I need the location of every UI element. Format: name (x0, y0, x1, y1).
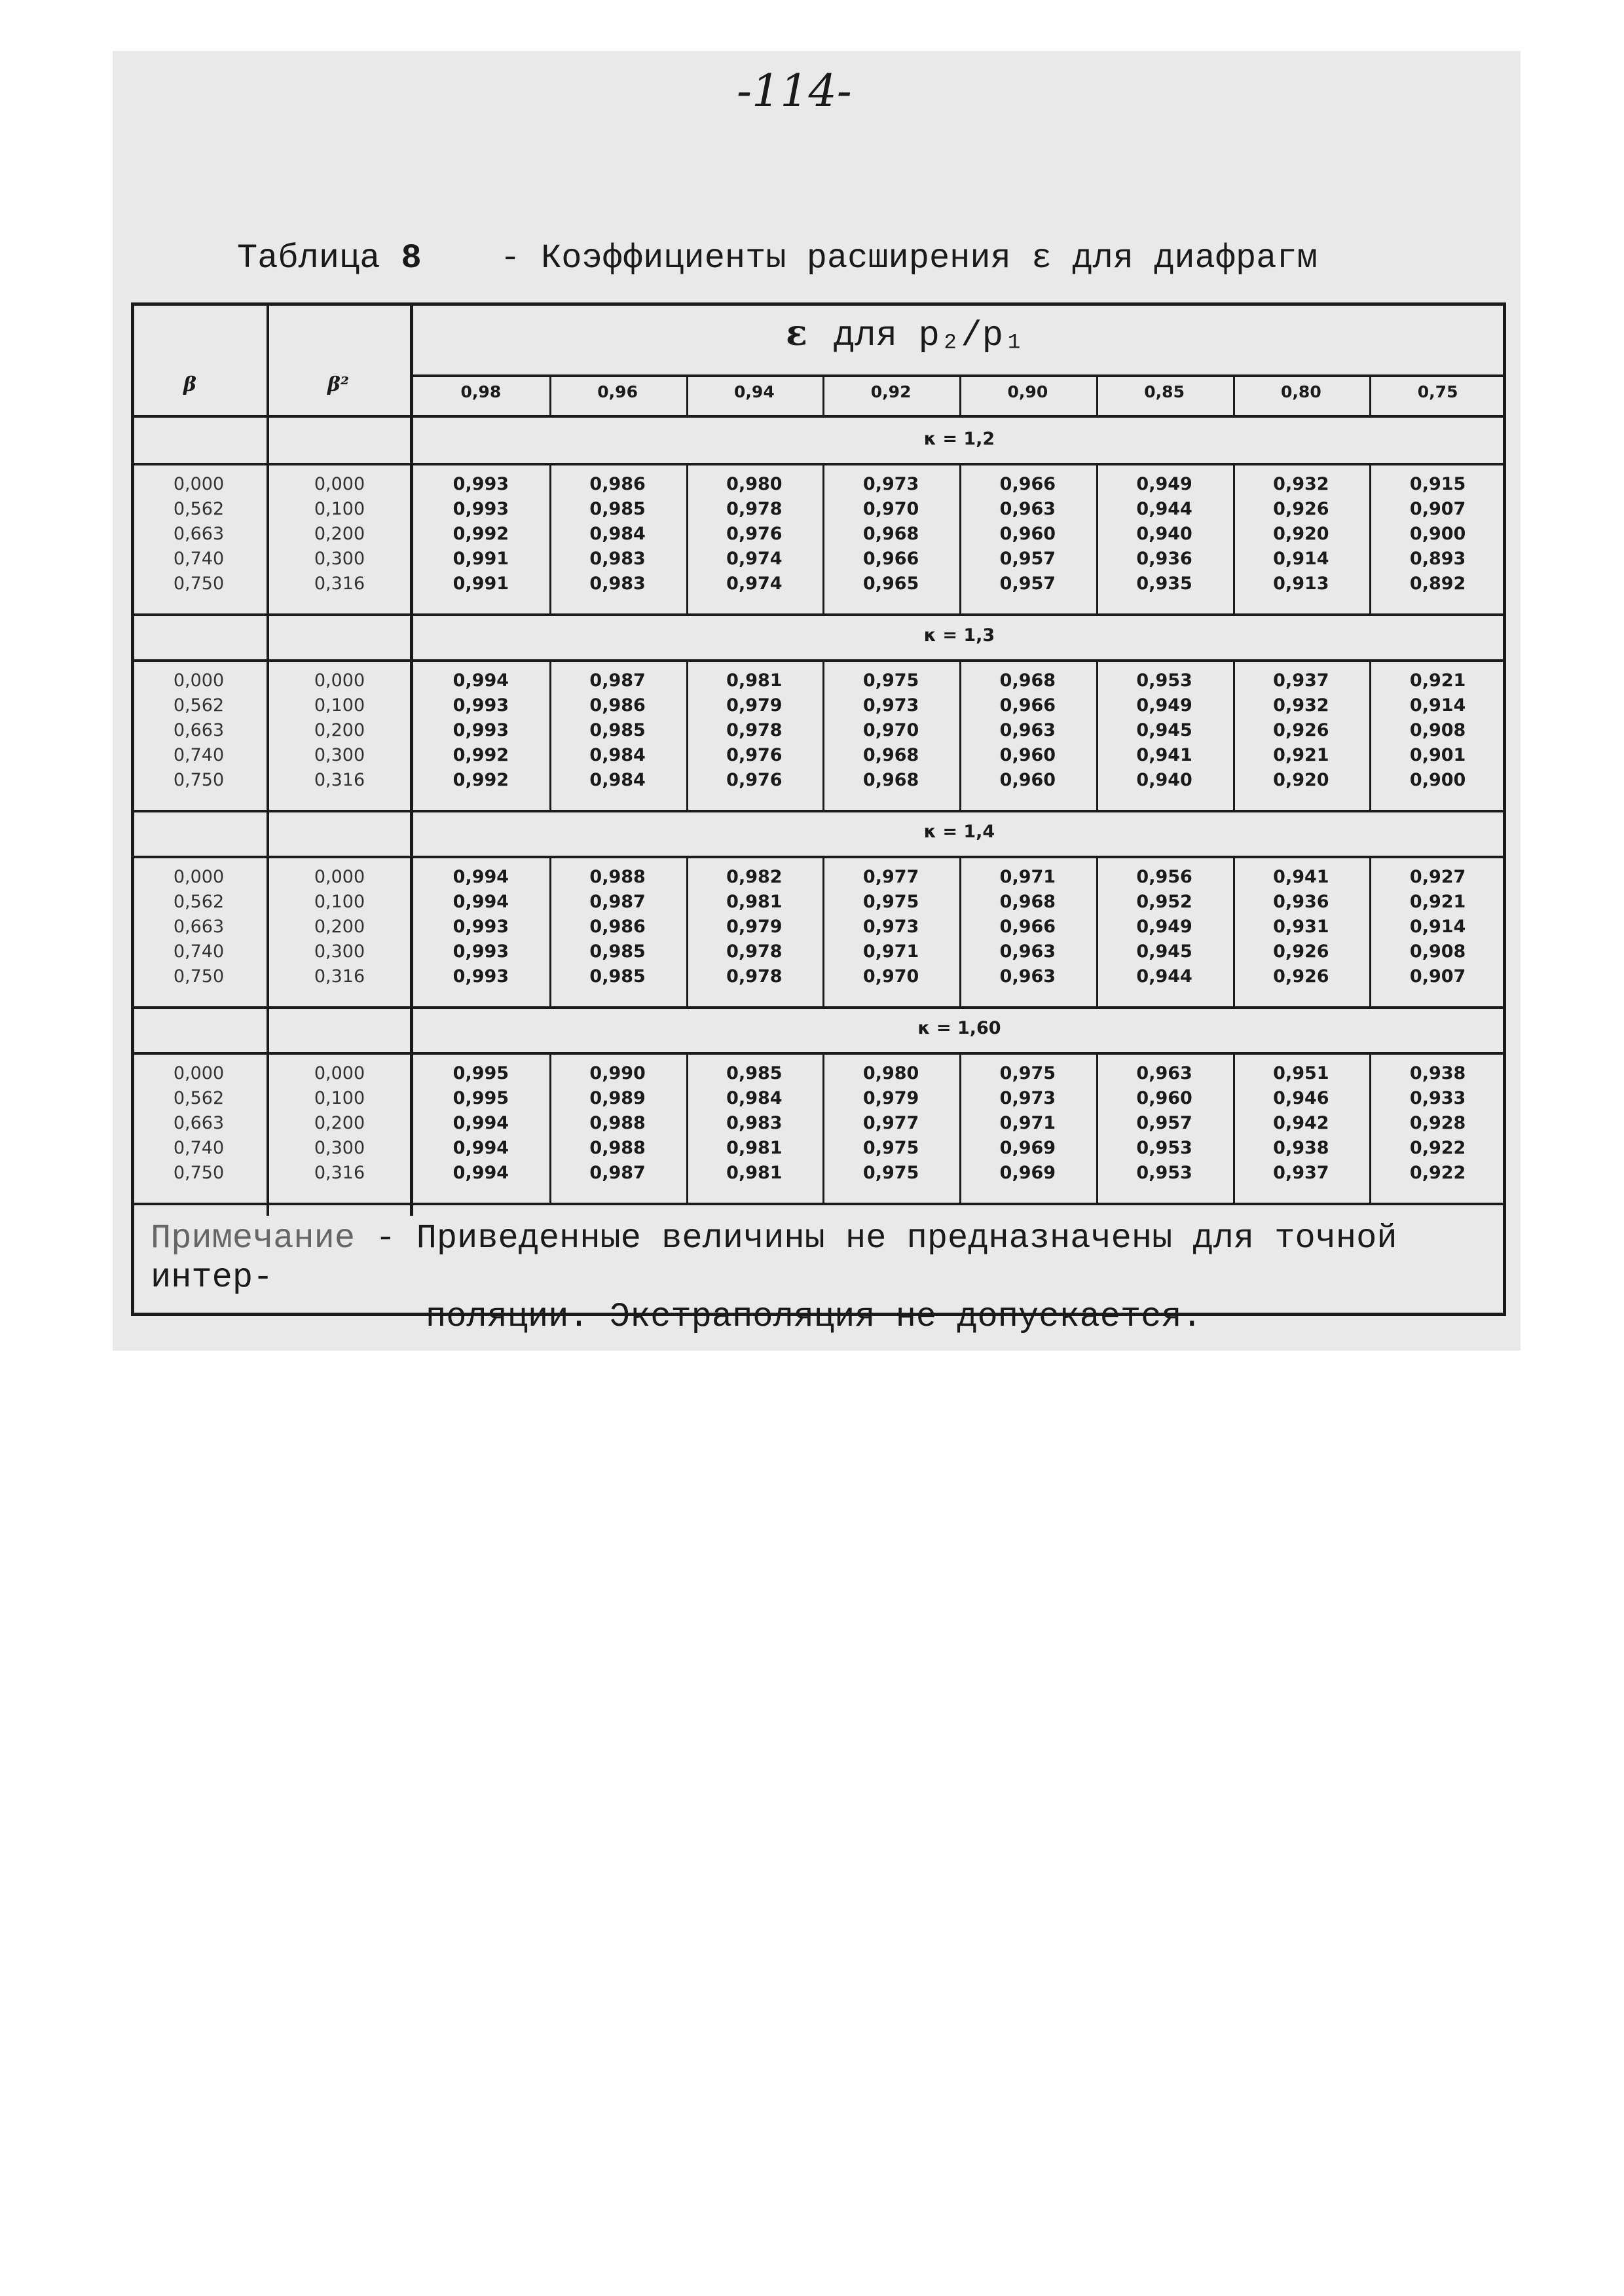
caption-label: Таблица (237, 239, 380, 278)
value-cell: 0,900 (1409, 770, 1466, 790)
value-cell: 0,974 (726, 549, 783, 569)
value-cell: 0,981 (726, 1163, 783, 1183)
value-cell: 0,985 (589, 966, 646, 987)
value-cell: 0,978 (726, 499, 783, 519)
beta-cell: 0,562 (173, 892, 225, 912)
beta-cell: 0,663 (173, 1113, 225, 1133)
beta-cell: 0,740 (173, 1138, 225, 1158)
note-label: Примечание (151, 1219, 356, 1258)
value-cell: 0,992 (452, 745, 509, 765)
kappa-label: κ = 1,2 (923, 429, 995, 449)
value-cell: 0,975 (999, 1063, 1056, 1084)
beta-cell: 0,663 (173, 917, 225, 937)
value-cell: 0,988 (589, 867, 646, 887)
beta-squared-cell: 0,300 (314, 941, 365, 962)
value-cell: 0,960 (999, 770, 1056, 790)
beta-squared-cell: 0,300 (314, 1138, 365, 1158)
beta-cell: 0,740 (173, 549, 225, 569)
ratio-header: 0,98 (460, 382, 502, 401)
value-cell: 0,995 (452, 1063, 509, 1084)
value-cell: 0,945 (1136, 941, 1192, 962)
value-cell: 0,986 (589, 695, 646, 716)
value-cell: 0,994 (452, 867, 509, 887)
value-cell: 0,979 (726, 695, 783, 716)
value-cell: 0,977 (862, 1113, 919, 1133)
value-cell: 0,936 (1273, 892, 1329, 912)
value-cell: 0,920 (1273, 524, 1329, 544)
value-cell: 0,978 (726, 941, 783, 962)
value-cell: 0,989 (589, 1088, 646, 1108)
beta-squared-cell: 0,200 (314, 917, 365, 937)
value-cell: 0,969 (999, 1138, 1056, 1158)
value-cell: 0,963 (999, 499, 1056, 519)
value-cell: 0,982 (726, 867, 783, 887)
value-cell: 0,942 (1273, 1113, 1329, 1133)
value-cell: 0,957 (999, 549, 1056, 569)
value-cell: 0,963 (1136, 1063, 1192, 1084)
value-cell: 0,978 (726, 966, 783, 987)
beta-cell: 0,562 (173, 695, 225, 716)
beta-squared-cell: 0,000 (314, 474, 365, 494)
value-cell: 0,993 (452, 695, 509, 716)
value-cell: 0,945 (1136, 720, 1192, 740)
beta-cell: 0,740 (173, 745, 225, 765)
value-cell: 0,893 (1409, 549, 1466, 569)
value-cell: 0,952 (1136, 892, 1192, 912)
beta-squared-cell: 0,000 (314, 670, 365, 691)
beta-squared-cell: 0,100 (314, 1088, 365, 1108)
caption-number: 8 (401, 239, 422, 278)
value-cell: 0,984 (589, 524, 646, 544)
value-cell: 0,957 (1136, 1113, 1192, 1133)
value-cell: 0,963 (999, 720, 1056, 740)
beta-squared-cell: 0,100 (314, 499, 365, 519)
table-body-bottom-rule (131, 1203, 1506, 1205)
value-cell: 0,960 (999, 524, 1056, 544)
value-cell: 0,975 (862, 892, 919, 912)
value-cell: 0,922 (1409, 1163, 1466, 1183)
value-cell: 0,971 (999, 1113, 1056, 1133)
value-cell: 0,991 (452, 574, 509, 594)
kappa-label: κ = 1,3 (923, 625, 995, 646)
beta-squared-cell: 0,200 (314, 720, 365, 740)
value-cell: 0,935 (1136, 574, 1192, 594)
value-cell: 0,973 (862, 695, 919, 716)
value-cell: 0,926 (1273, 941, 1329, 962)
table-note (151, 1219, 1493, 1337)
value-cell: 0,988 (589, 1113, 646, 1133)
value-cell: 0,914 (1409, 917, 1466, 937)
value-cell: 0,994 (452, 1138, 509, 1158)
value-cell: 0,913 (1273, 574, 1329, 594)
value-cell: 0,892 (1409, 574, 1466, 594)
value-cell: 0,980 (726, 474, 783, 494)
value-cell: 0,966 (999, 474, 1056, 494)
value-cell: 0,914 (1409, 695, 1466, 716)
kappa-rule (131, 463, 1506, 465)
value-cell: 0,953 (1136, 1138, 1192, 1158)
beta-squared-cell: 0,100 (314, 892, 365, 912)
delta-symbol: ε (786, 312, 807, 354)
value-cell: 0,995 (452, 1088, 509, 1108)
value-cell: 0,938 (1409, 1063, 1466, 1084)
value-cell: 0,987 (589, 670, 646, 691)
value-cell: 0,985 (589, 720, 646, 740)
value-cell: 0,981 (726, 1138, 783, 1158)
table-caption (237, 239, 1318, 278)
value-cell: 0,993 (452, 966, 509, 987)
value-cell: 0,922 (1409, 1138, 1466, 1158)
block-bottom-rule (131, 810, 1506, 812)
value-cell: 0,940 (1136, 524, 1192, 544)
value-cell: 0,914 (1273, 549, 1329, 569)
beta-cell: 0,750 (173, 966, 225, 987)
beta-cell: 0,750 (173, 574, 225, 594)
value-cell: 0,949 (1136, 917, 1192, 937)
value-cell: 0,957 (999, 574, 1056, 594)
value-cell: 0,973 (862, 474, 919, 494)
value-cell: 0,926 (1273, 966, 1329, 987)
value-cell: 0,928 (1409, 1113, 1466, 1133)
value-cell: 0,992 (452, 770, 509, 790)
value-cell: 0,900 (1409, 524, 1466, 544)
value-cell: 0,979 (862, 1088, 919, 1108)
value-cell: 0,983 (589, 549, 646, 569)
value-cell: 0,937 (1273, 670, 1329, 691)
value-cell: 0,976 (726, 770, 783, 790)
value-cell: 0,901 (1409, 745, 1466, 765)
value-cell: 0,953 (1136, 1163, 1192, 1183)
value-cell: 0,975 (862, 1163, 919, 1183)
value-cell: 0,931 (1273, 917, 1329, 937)
value-cell: 0,968 (862, 770, 919, 790)
value-cell: 0,976 (726, 745, 783, 765)
value-cell: 0,953 (1136, 670, 1192, 691)
value-cell: 0,937 (1273, 1163, 1329, 1183)
value-cell: 0,985 (589, 941, 646, 962)
block-bottom-rule (131, 613, 1506, 616)
value-cell: 0,990 (589, 1063, 646, 1084)
beta-cell: 0,663 (173, 720, 225, 740)
value-cell: 0,907 (1409, 966, 1466, 987)
value-cell: 0,979 (726, 917, 783, 937)
ratio-header: 0,96 (597, 382, 638, 401)
value-cell: 0,970 (862, 499, 919, 519)
beta-header: β (183, 373, 196, 396)
value-cell: 0,932 (1273, 695, 1329, 716)
value-cell: 0,944 (1136, 499, 1192, 519)
value-cell: 0,926 (1273, 720, 1329, 740)
value-cell: 0,994 (452, 1113, 509, 1133)
value-cell: 0,941 (1273, 867, 1329, 887)
beta-cell: 0,562 (173, 499, 225, 519)
value-cell: 0,976 (726, 524, 783, 544)
beta-squared-cell: 0,300 (314, 549, 365, 569)
beta-squared-cell: 0,316 (314, 966, 365, 987)
kappa-label: κ = 1,60 (917, 1018, 1001, 1038)
delta-header (786, 312, 1024, 356)
kappa-label: κ = 1,4 (923, 822, 995, 842)
value-cell: 0,960 (999, 745, 1056, 765)
page-number: -114- (737, 65, 852, 117)
value-cell: 0,977 (862, 867, 919, 887)
value-cell: 0,907 (1409, 499, 1466, 519)
value-cell: 0,983 (726, 1113, 783, 1133)
value-cell: 0,970 (862, 966, 919, 987)
value-cell: 0,994 (452, 892, 509, 912)
value-cell: 0,975 (862, 1138, 919, 1158)
beta-cell: 0,562 (173, 1088, 225, 1108)
kappa-rule (131, 659, 1506, 662)
value-cell: 0,946 (1273, 1088, 1329, 1108)
value-cell: 0,993 (452, 499, 509, 519)
value-cell: 0,993 (452, 917, 509, 937)
note-line-1: - Приведенные величины не предназначены для точной интер- (151, 1219, 1397, 1297)
ratio-header: 0,85 (1144, 382, 1185, 401)
value-cell: 0,963 (999, 966, 1056, 987)
value-cell: 0,973 (862, 917, 919, 937)
value-cell: 0,971 (999, 867, 1056, 887)
value-cell: 0,940 (1136, 770, 1192, 790)
value-cell: 0,985 (726, 1063, 783, 1084)
value-cell: 0,938 (1273, 1138, 1329, 1158)
value-cell: 0,984 (589, 770, 646, 790)
beta-squared-cell: 0,200 (314, 524, 365, 544)
value-cell: 0,936 (1136, 549, 1192, 569)
value-cell: 0,944 (1136, 966, 1192, 987)
beta-squared-cell: 0,316 (314, 770, 365, 790)
header-bottom-rule (131, 415, 1506, 418)
ratio-header: 0,80 (1281, 382, 1321, 401)
value-cell: 0,968 (862, 745, 919, 765)
beta-squared-cell: 0,100 (314, 695, 365, 716)
caption-title: - Коэффициенты расширения ε для диафрагм (500, 239, 1318, 278)
value-cell: 0,993 (452, 941, 509, 962)
value-cell: 0,915 (1409, 474, 1466, 494)
beta-cell: 0,740 (173, 941, 225, 962)
value-cell: 0,975 (862, 670, 919, 691)
value-cell: 0,978 (726, 720, 783, 740)
block-bottom-rule (131, 1006, 1506, 1009)
value-cell: 0,981 (726, 670, 783, 691)
value-cell: 0,927 (1409, 867, 1466, 887)
value-cell: 0,966 (862, 549, 919, 569)
value-cell: 0,986 (589, 474, 646, 494)
kappa-rule (131, 856, 1506, 858)
kappa-rule (131, 1052, 1506, 1055)
beta-squared-cell: 0,000 (314, 1063, 365, 1084)
value-cell: 0,987 (589, 892, 646, 912)
value-cell: 0,968 (862, 524, 919, 544)
value-cell: 0,921 (1409, 892, 1466, 912)
ratio-header: 0,94 (734, 382, 775, 401)
value-cell: 0,908 (1409, 720, 1466, 740)
value-cell: 0,971 (862, 941, 919, 962)
value-cell: 0,941 (1136, 745, 1192, 765)
value-cell: 0,968 (999, 892, 1056, 912)
beta-cell: 0,750 (173, 770, 225, 790)
value-cell: 0,993 (452, 474, 509, 494)
value-cell: 0,974 (726, 574, 783, 594)
value-cell: 0,920 (1273, 770, 1329, 790)
value-cell: 0,981 (726, 892, 783, 912)
value-cell: 0,932 (1273, 474, 1329, 494)
value-cell: 0,933 (1409, 1088, 1466, 1108)
beta-cell: 0,000 (173, 670, 225, 691)
value-cell: 0,968 (999, 670, 1056, 691)
value-cell: 0,991 (452, 549, 509, 569)
value-cell: 0,992 (452, 524, 509, 544)
value-cell: 0,985 (589, 499, 646, 519)
beta-squared-cell: 0,200 (314, 1113, 365, 1133)
ratio-header: 0,92 (870, 382, 912, 401)
value-cell: 0,994 (452, 670, 509, 691)
value-cell: 0,908 (1409, 941, 1466, 962)
delta-header-label: для p₂/p₁ (833, 316, 1025, 356)
value-cell: 0,988 (589, 1138, 646, 1158)
value-cell: 0,980 (862, 1063, 919, 1084)
value-cell: 0,994 (452, 1163, 509, 1183)
beta-cell: 0,000 (173, 1063, 225, 1084)
value-cell: 0,966 (999, 695, 1056, 716)
value-cell: 0,984 (589, 745, 646, 765)
ratio-header: 0,75 (1417, 382, 1458, 401)
beta-squared-cell: 0,316 (314, 1163, 365, 1183)
value-cell: 0,986 (589, 917, 646, 937)
coefficients-table (131, 302, 1506, 1336)
beta-squared-cell: 0,000 (314, 867, 365, 887)
value-cell: 0,987 (589, 1163, 646, 1183)
value-cell: 0,921 (1273, 745, 1329, 765)
beta-squared-cell: 0,316 (314, 574, 365, 594)
value-cell: 0,983 (589, 574, 646, 594)
beta-cell: 0,750 (173, 1163, 225, 1183)
value-cell: 0,949 (1136, 474, 1192, 494)
value-cell: 0,973 (999, 1088, 1056, 1108)
ratio-header: 0,90 (1007, 382, 1048, 401)
beta-squared-header: β² (327, 373, 350, 396)
value-cell: 0,949 (1136, 695, 1192, 716)
beta-cell: 0,000 (173, 474, 225, 494)
value-cell: 0,993 (452, 720, 509, 740)
value-cell: 0,965 (862, 574, 919, 594)
value-cell: 0,956 (1136, 867, 1192, 887)
value-cell: 0,963 (999, 941, 1056, 962)
value-cell: 0,921 (1409, 670, 1466, 691)
value-cell: 0,951 (1273, 1063, 1329, 1084)
value-cell: 0,969 (999, 1163, 1056, 1183)
beta-squared-cell: 0,300 (314, 745, 365, 765)
beta-cell: 0,000 (173, 867, 225, 887)
value-cell: 0,984 (726, 1088, 783, 1108)
beta-cell: 0,663 (173, 524, 225, 544)
value-cell: 0,970 (862, 720, 919, 740)
value-cell: 0,960 (1136, 1088, 1192, 1108)
note-line-2: поляции. Экстраполяция не допускается. (426, 1298, 1202, 1336)
value-cell: 0,926 (1273, 499, 1329, 519)
value-cell: 0,966 (999, 917, 1056, 937)
